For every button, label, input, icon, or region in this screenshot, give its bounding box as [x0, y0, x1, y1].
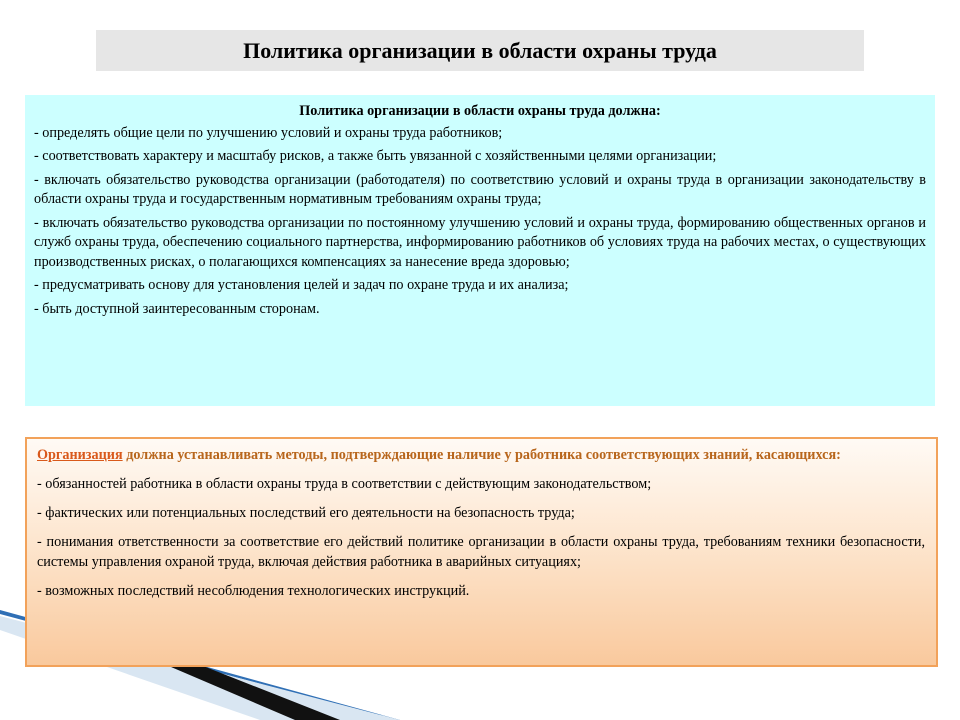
methods-box	[25, 437, 938, 667]
policy-item: - определять общие цели по улучшению условий и охраны труда работников;	[34, 124, 503, 141]
methods-item: - фактических или потенциальных последствий его деятельности на безопасность труда;	[37, 505, 575, 521]
policy-item: - соответствовать характеру и масштабу рисков, а также быть увязанной с хозяйственными целями организации;	[34, 148, 717, 164]
methods-heading-subject: Организация	[37, 447, 123, 463]
page-title: Политика организации в области охраны труда	[96, 30, 864, 71]
policy-item: - включать обязательство руководства организации по постоянному улучшению условий и охраны труда, формированию общественных органов и служб охраны труда, обеспечению социального партнерства, информированию работников об условиях труда на рабочих местах, о существующих производственных рисках, о полагающихся компенсациях за нанесение вреда здоровью;	[34, 214, 926, 270]
methods-item: - обязанностей работника в области охраны труда в соответствии с действующим законодательством;	[37, 476, 652, 492]
policy-box	[25, 95, 935, 406]
policy-item: - предусматривать основу для установления целей и задач по охране труда и их анализа;	[34, 277, 569, 293]
methods-heading-text: должна устанавливать методы, подтверждающие наличие у работника соответствующих знаний, касающихся:	[122, 447, 841, 463]
methods-item: - возможных последствий несоблюдения технологических инструкций.	[37, 583, 470, 599]
policy-item: - включать обязательство руководства организации (работодателя) по соответствию условий и охраны труда в организации законодательству в области охраны труда и государственным нормативным требованиям охраны труда;	[34, 171, 926, 207]
policy-heading: Политика организации в области охраны труда должна:	[299, 103, 661, 119]
policy-item: - быть доступной заинтересованным сторонам.	[34, 300, 320, 317]
methods-item: - понимания ответственности за соответствие его действий политике организации в области охраны труда, требованиям техники безопасности, системы управления охраной труда, включая действия работника в аварийных ситуациях;	[37, 534, 925, 570]
methods-heading	[37, 445, 925, 465]
